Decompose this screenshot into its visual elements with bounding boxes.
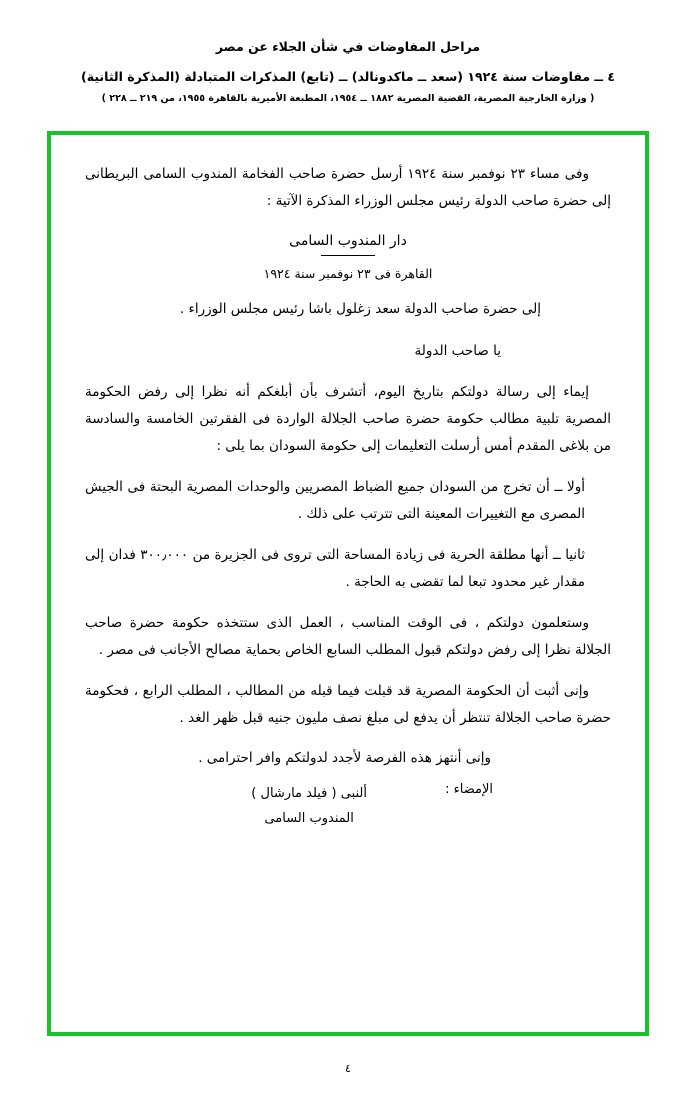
paragraph-3: وإنى أثبت أن الحكومة المصرية قد قبلت فيما قبله من المطالب ، المطلب الرابع ، فحكومة حضرة صاحب الجلالة تنتظر أن يدفع لى مبلغ نصف مليون جنيه قبل ظهر الغد .: [85, 683, 611, 726]
letterhead: دار المندوب السامى: [289, 233, 407, 249]
list-item-first: أولا ــ أن تخرج من السودان جميع الضباط المصريين والوحدات المصرية البحتة فى الجيش المصرى مع التغييرات المعينة التى تترتب على ذلك .: [85, 479, 585, 522]
signature-title: المندوب السامى: [264, 810, 354, 826]
bordered-content-frame: [47, 131, 649, 1036]
signature-name: ألنبى ( فيلد مارشال ): [251, 786, 367, 801]
page-title: مراحل المفاوضات في شأن الجلاء عن مصر: [215, 39, 481, 54]
divider-rule: [321, 255, 375, 256]
signature-names: [251, 782, 367, 831]
signature-label: الإمضاء :: [445, 782, 493, 797]
addressee-line: إلى حضرة صاحب الدولة سعد زغلول باشا رئيس مجلس الوزراء .: [179, 301, 541, 317]
closing-line: وإنى أنتهز هذه الفرصة لأجدد لدولتكم وافر احترامى .: [198, 750, 491, 766]
page-number: ٤: [345, 1062, 351, 1075]
signature-block: [85, 782, 611, 831]
place-and-date: القاهرة فى ٢٣ نوفمبر سنة ١٩٢٤: [263, 266, 433, 281]
salutation-line: يا صاحب الدولة: [414, 343, 501, 359]
page-subtitle: ٤ ــ مفاوضات سنة ١٩٢٤ (سعد ــ ماكدونالد) ــ (تابع) المذكرات المتبادلة (المذكرة الثانية): [81, 68, 615, 84]
letter-body: [51, 135, 645, 851]
intro-paragraph: وفى مساء ٢٣ نوفمبر سنة ١٩٢٤ أرسل حضرة صاحب الفخامة المندوب السامى البريطانى إلى حضرة صاحب الدولة رئيس مجلس الوزراء المذكرة الآتية :: [85, 166, 611, 209]
paragraph-2: وستعلمون دولتكم ، فى الوقت المناسب ، العمل الذى ستتخذه حكومة حضرة صاحب الجلالة نظرا إلى رفض دولتكم قبول المطلب السابع الخاص بحماية مصالح الأجانب فى مصر .: [85, 615, 611, 658]
source-citation: ( وزارة الخارجية المصرية، القضية المصرية ١٨٨٢ ــ ١٩٥٤، المطبعة الأميرية بالقاهرة ١٩٥٥، من ٢١٩ ــ ٢٢٨ ): [101, 92, 595, 104]
paragraph-1: إيماء إلى رسالة دولتكم بتاريخ اليوم، أتشرف بأن أبلغكم أنه نظرا إلى رفض الحكومة المصرية تلبية مطالب حكومة حضرة صاحب الجلالة الواردة فى الفقرتين الخامسة والسادسة من بلاغى المقدم أمس أرسلت التعليمات إلى حكومة السودان بما يلى :: [85, 384, 611, 454]
list-item-second: ثانيا ــ أنها مطلقة الحرية فى زيادة المساحة التى تروى فى الجزيرة من ٣٠٠٫٠٠٠ فدان إلى مقدار غير محدود تبعا لما تقضى به الحاجة .: [85, 547, 586, 590]
document-header: [0, 0, 696, 104]
